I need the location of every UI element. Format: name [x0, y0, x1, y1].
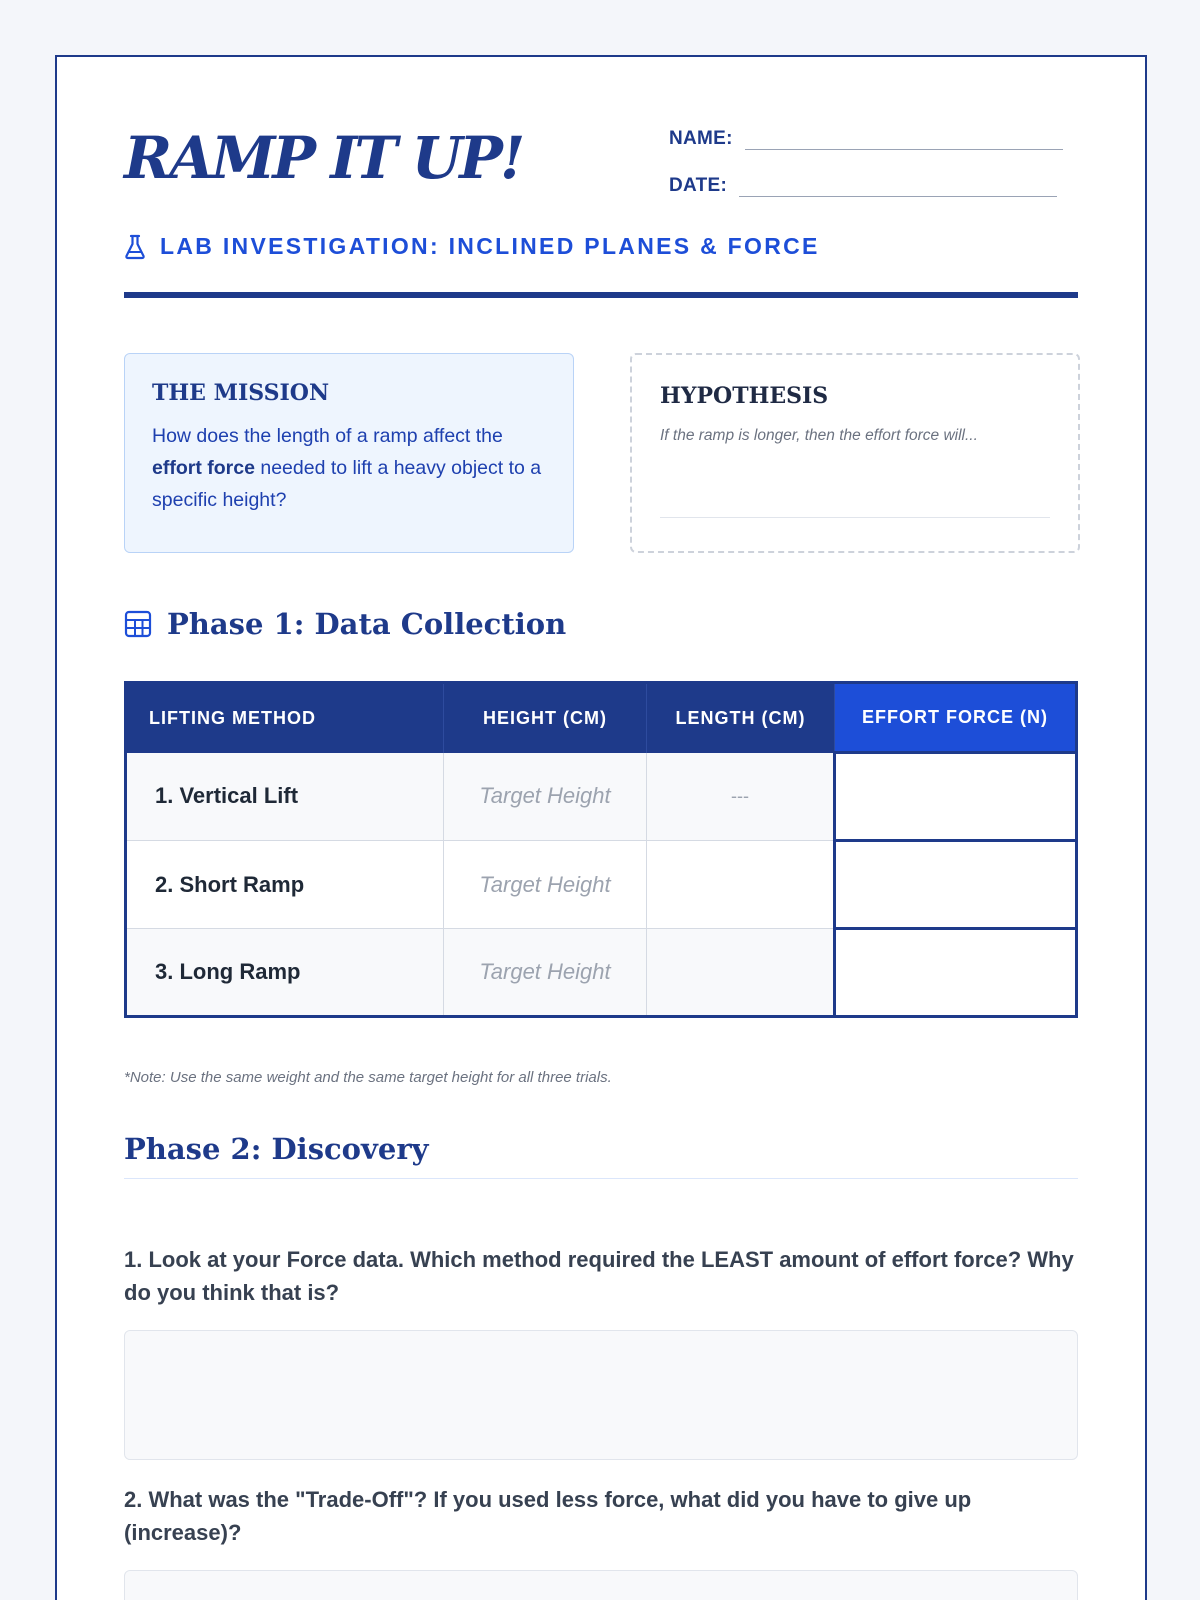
hypothesis-box[interactable]	[630, 353, 1080, 553]
length-cell: ---	[647, 753, 835, 841]
header-divider	[124, 292, 1078, 298]
data-collection-table	[124, 681, 1078, 1018]
method-cell: 1. Vertical Lift	[126, 753, 444, 841]
worksheet-page	[55, 55, 1147, 1600]
length-cell[interactable]	[647, 929, 835, 1017]
hypothesis-title: HYPOTHESIS	[660, 383, 829, 409]
column-header-method: LIFTING METHOD	[126, 683, 444, 753]
force-input-cell[interactable]	[835, 929, 1077, 1017]
mission-box	[124, 353, 574, 553]
answer-box-2[interactable]	[124, 1570, 1078, 1600]
mission-title: THE MISSION	[152, 380, 330, 406]
length-cell[interactable]	[647, 841, 835, 929]
height-cell[interactable]: Target Height	[444, 929, 647, 1017]
name-label: NAME:	[669, 128, 733, 149]
mission-text-end: needed to lift a heavy object to a specific height?	[152, 457, 542, 511]
hypothesis-prompt: If the ramp is longer, then the effort force will...	[660, 427, 978, 444]
table-row	[126, 841, 1077, 929]
mission-text-bold: effort force	[152, 457, 255, 479]
table-header-row	[126, 683, 1077, 753]
phase1-title: Phase 1: Data Collection	[167, 607, 567, 641]
mission-text	[152, 420, 546, 516]
question-2: 2. What was the "Trade-Off"? If you used less force, what did you have to give up (increase)?	[124, 1487, 972, 1545]
name-row	[669, 128, 1063, 150]
date-row	[669, 175, 1057, 197]
worksheet-title: RAMP IT UP!	[124, 124, 523, 192]
table-note: *Note: Use the same weight and the same target height for all three trials.	[124, 1069, 612, 1086]
name-field[interactable]	[745, 130, 1063, 150]
table-row	[126, 753, 1077, 841]
height-cell[interactable]: Target Height	[444, 841, 647, 929]
subtitle-text: LAB INVESTIGATION: INCLINED PLANES & FORCE	[160, 233, 820, 259]
phase1-heading	[124, 607, 566, 641]
date-label: DATE:	[669, 175, 728, 196]
phase2-title: Phase 2: Discovery	[124, 1132, 1078, 1179]
method-cell: 3. Long Ramp	[126, 929, 444, 1017]
method-cell: 2. Short Ramp	[126, 841, 444, 929]
date-field[interactable]	[739, 177, 1057, 197]
height-cell[interactable]: Target Height	[444, 753, 647, 841]
column-header-height: HEIGHT (CM)	[444, 683, 647, 753]
hypothesis-answer-line[interactable]	[660, 517, 1050, 518]
force-input-cell[interactable]	[835, 841, 1077, 929]
column-header-length: LENGTH (CM)	[647, 683, 835, 753]
table-row	[126, 929, 1077, 1017]
table-icon	[124, 610, 152, 638]
lab-subtitle	[124, 233, 820, 260]
mission-text-start: How does the length of a ramp affect the	[152, 425, 503, 447]
column-header-force: EFFORT FORCE (N)	[835, 683, 1077, 753]
flask-icon	[124, 234, 146, 260]
answer-box-1[interactable]	[124, 1330, 1078, 1460]
force-input-cell[interactable]	[835, 753, 1077, 841]
question-1: 1. Look at your Force data. Which method required the LEAST amount of effort force? Why do you think that is?	[124, 1247, 1074, 1305]
